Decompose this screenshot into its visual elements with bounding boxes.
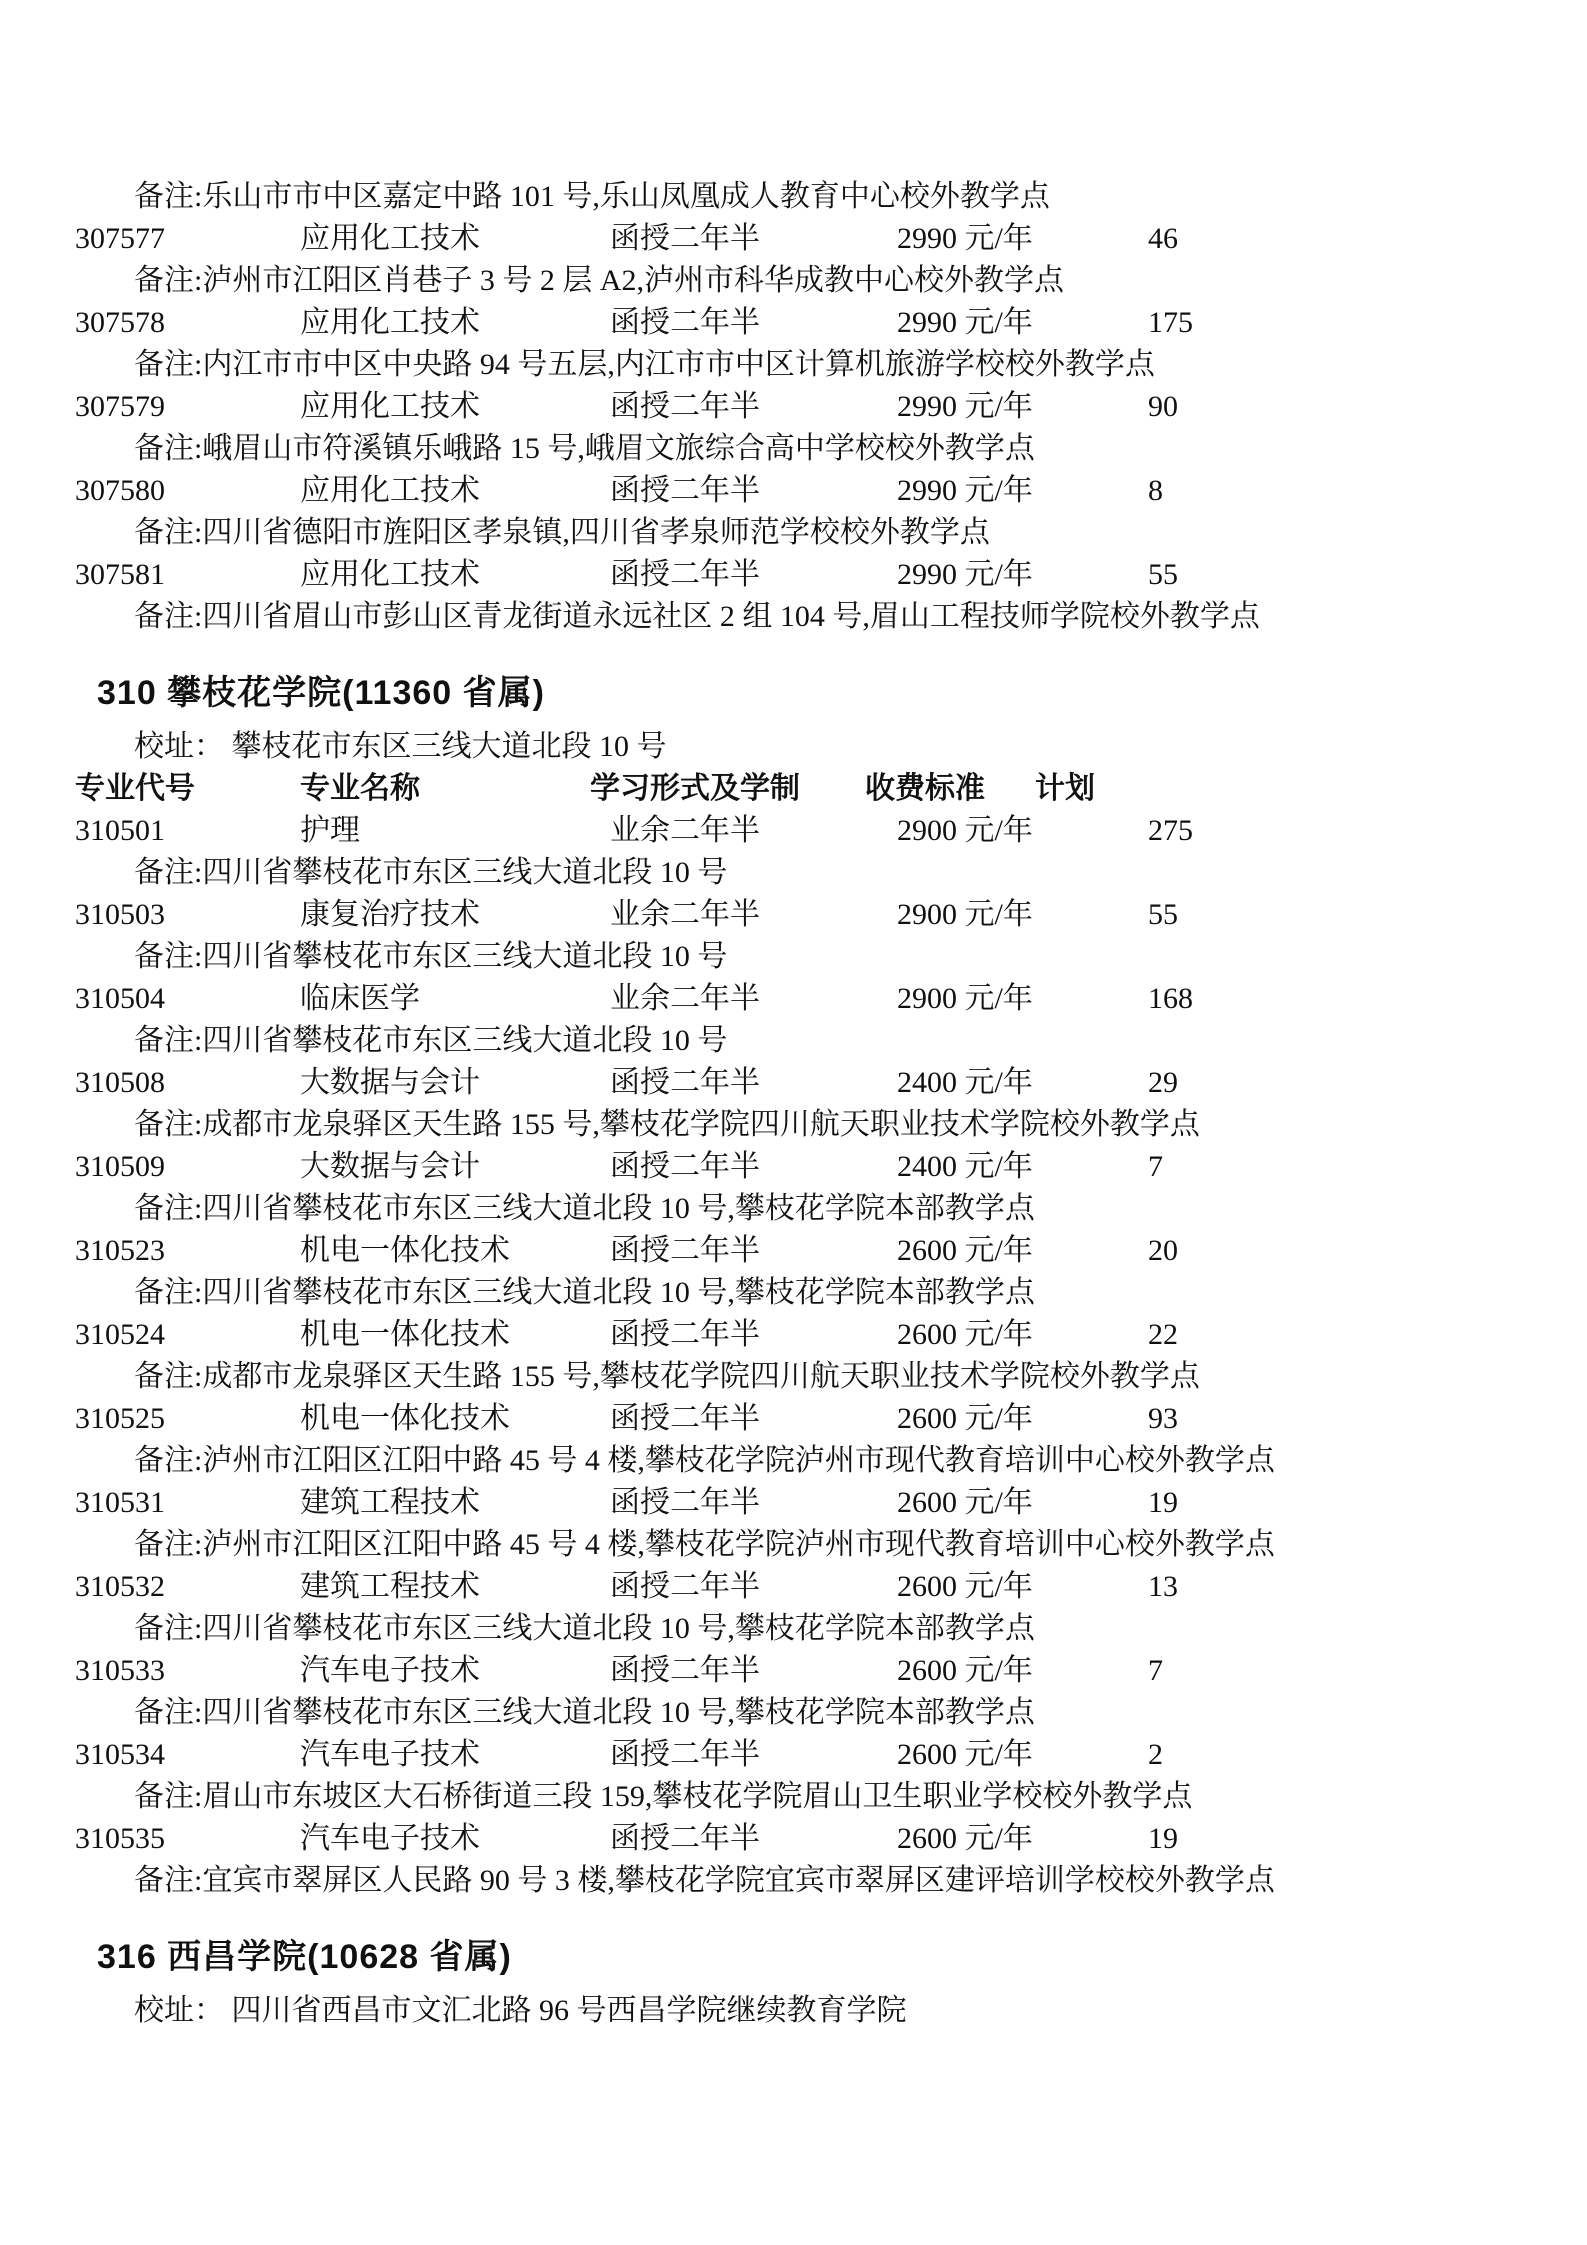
- program-plan: 19: [1148, 1486, 1178, 1519]
- program-code: 307579: [75, 390, 165, 423]
- program-form: 函授二年半: [610, 222, 760, 255]
- program-row: [0, 1062, 1587, 1104]
- section-heading: 316 西昌学院(10628 省属): [97, 1938, 512, 1976]
- program-form: 函授二年半: [610, 306, 760, 339]
- remark-line: 备注:四川省攀枝花市东区三线大道北段 10 号: [134, 940, 728, 973]
- program-form: 函授二年半: [610, 1234, 760, 1267]
- column-header-plan: 计划: [1035, 772, 1095, 805]
- program-name: 汽车电子技术: [300, 1822, 480, 1855]
- program-code: 307580: [75, 474, 165, 507]
- program-plan: 168: [1148, 982, 1193, 1015]
- program-name: 汽车电子技术: [300, 1654, 480, 1687]
- program-fee: 2900 元/年: [897, 982, 1033, 1015]
- program-name: 应用化工技术: [300, 558, 480, 591]
- remark-line: 备注:成都市龙泉驿区天生路 155 号,攀枝花学院四川航天职业技术学院校外教学点: [134, 1360, 1200, 1393]
- document-body: [0, 176, 1587, 2032]
- column-header-form: 学习形式及学制: [590, 772, 800, 805]
- program-form: 函授二年半: [610, 1318, 760, 1351]
- column-header-name: 专业名称: [300, 772, 420, 805]
- program-row: [0, 1482, 1587, 1524]
- school-address: 校址： 四川省西昌市文汇北路 96 号西昌学院继续教育学院: [134, 1994, 907, 2027]
- remark-line: 备注:泸州市江阳区江阳中路 45 号 4 楼,攀枝花学院泸州市现代教育培训中心校外教学点: [134, 1444, 1275, 1477]
- school-address: 校址： 攀枝花市东区三线大道北段 10 号: [134, 730, 667, 763]
- program-row: [0, 1398, 1587, 1440]
- program-fee: 2900 元/年: [897, 898, 1033, 931]
- program-row: [0, 218, 1587, 260]
- program-form: 函授二年半: [610, 558, 760, 591]
- program-name: 建筑工程技术: [300, 1486, 480, 1519]
- program-code: 310535: [75, 1822, 165, 1855]
- program-row: [0, 1818, 1587, 1860]
- program-fee: 2600 元/年: [897, 1402, 1033, 1435]
- program-code: 310504: [75, 982, 165, 1015]
- program-name: 建筑工程技术: [300, 1570, 480, 1603]
- program-name: 机电一体化技术: [300, 1402, 510, 1435]
- program-name: 机电一体化技术: [300, 1234, 510, 1267]
- program-fee: 2990 元/年: [897, 390, 1033, 423]
- program-plan: 2: [1148, 1738, 1163, 1771]
- program-form: 函授二年半: [610, 1402, 760, 1435]
- program-plan: 90: [1148, 390, 1178, 423]
- program-fee: 2600 元/年: [897, 1234, 1033, 1267]
- remark-line: 备注:四川省攀枝花市东区三线大道北段 10 号,攀枝花学院本部教学点: [134, 1192, 1035, 1225]
- program-name: 康复治疗技术: [300, 898, 480, 931]
- program-row: [0, 1566, 1587, 1608]
- program-name: 汽车电子技术: [300, 1738, 480, 1771]
- program-code: 307577: [75, 222, 165, 255]
- program-plan: 19: [1148, 1822, 1178, 1855]
- program-fee: 2990 元/年: [897, 558, 1033, 591]
- program-fee: 2600 元/年: [897, 1486, 1033, 1519]
- program-code: 310501: [75, 814, 165, 847]
- program-code: 310523: [75, 1234, 165, 1267]
- program-name: 机电一体化技术: [300, 1318, 510, 1351]
- program-fee: 2400 元/年: [897, 1066, 1033, 1099]
- program-plan: 55: [1148, 898, 1178, 931]
- program-name: 护理: [300, 814, 360, 847]
- remark-line: 备注:四川省德阳市旌阳区孝泉镇,四川省孝泉师范学校校外教学点: [134, 516, 990, 549]
- program-form: 业余二年半: [610, 898, 760, 931]
- remark-line: 备注:内江市市中区中央路 94 号五层,内江市市中区计算机旅游学校校外教学点: [134, 348, 1155, 381]
- program-fee: 2990 元/年: [897, 306, 1033, 339]
- program-name: 应用化工技术: [300, 390, 480, 423]
- remark-line: 备注:成都市龙泉驿区天生路 155 号,攀枝花学院四川航天职业技术学院校外教学点: [134, 1108, 1200, 1141]
- program-code: 310532: [75, 1570, 165, 1603]
- program-code: 310531: [75, 1486, 165, 1519]
- remark-line: 备注:四川省眉山市彭山区青龙街道永远社区 2 组 104 号,眉山工程技师学院校外教学点: [134, 600, 1260, 633]
- program-plan: 20: [1148, 1234, 1178, 1267]
- program-fee: 2990 元/年: [897, 222, 1033, 255]
- program-plan: 175: [1148, 306, 1193, 339]
- program-fee: 2600 元/年: [897, 1822, 1033, 1855]
- program-fee: 2600 元/年: [897, 1318, 1033, 1351]
- program-row: [0, 386, 1587, 428]
- program-plan: 8: [1148, 474, 1163, 507]
- program-fee: 2600 元/年: [897, 1570, 1033, 1603]
- program-plan: 55: [1148, 558, 1178, 591]
- program-code: 310524: [75, 1318, 165, 1351]
- program-form: 业余二年半: [610, 982, 760, 1015]
- program-code: 310509: [75, 1150, 165, 1183]
- remark-line: 备注:四川省攀枝花市东区三线大道北段 10 号: [134, 856, 728, 889]
- program-row: [0, 894, 1587, 936]
- program-fee: 2400 元/年: [897, 1150, 1033, 1183]
- remark-line: 备注:四川省攀枝花市东区三线大道北段 10 号,攀枝花学院本部教学点: [134, 1696, 1035, 1729]
- program-row: [0, 470, 1587, 512]
- program-form: 函授二年半: [610, 1570, 760, 1603]
- program-row: [0, 1734, 1587, 1776]
- program-plan: 93: [1148, 1402, 1178, 1435]
- program-plan: 29: [1148, 1066, 1178, 1099]
- remark-line: 备注:乐山市市中区嘉定中路 101 号,乐山凤凰成人教育中心校外教学点: [134, 180, 1050, 213]
- program-code: 310508: [75, 1066, 165, 1099]
- program-plan: 275: [1148, 814, 1193, 847]
- remark-line: 备注:眉山市东坡区大石桥街道三段 159,攀枝花学院眉山卫生职业学校校外教学点: [134, 1780, 1193, 1813]
- program-row: [0, 1230, 1587, 1272]
- program-form: 业余二年半: [610, 814, 760, 847]
- program-fee: 2990 元/年: [897, 474, 1033, 507]
- program-form: 函授二年半: [610, 390, 760, 423]
- program-row: [0, 554, 1587, 596]
- table-header-row: [0, 768, 1587, 810]
- remark-line: 备注:四川省攀枝花市东区三线大道北段 10 号,攀枝花学院本部教学点: [134, 1612, 1035, 1645]
- program-name: 应用化工技术: [300, 474, 480, 507]
- program-name: 临床医学: [300, 982, 420, 1015]
- program-code: 310534: [75, 1738, 165, 1771]
- program-code: 307578: [75, 306, 165, 339]
- program-form: 函授二年半: [610, 474, 760, 507]
- program-code: 310503: [75, 898, 165, 931]
- program-code: 310525: [75, 1402, 165, 1435]
- program-code: 310533: [75, 1654, 165, 1687]
- program-name: 应用化工技术: [300, 222, 480, 255]
- program-form: 函授二年半: [610, 1486, 760, 1519]
- remark-line: 备注:峨眉山市符溪镇乐峨路 15 号,峨眉文旅综合高中学校校外教学点: [134, 432, 1035, 465]
- program-row: [0, 1650, 1587, 1692]
- program-row: [0, 1146, 1587, 1188]
- program-form: 函授二年半: [610, 1654, 760, 1687]
- remark-line: 备注:四川省攀枝花市东区三线大道北段 10 号: [134, 1024, 728, 1057]
- remark-line: 备注:宜宾市翠屏区人民路 90 号 3 楼,攀枝花学院宜宾市翠屏区建评培训学校校外教学点: [134, 1864, 1275, 1897]
- program-fee: 2600 元/年: [897, 1738, 1033, 1771]
- program-fee: 2600 元/年: [897, 1654, 1033, 1687]
- column-header-fee: 收费标准: [865, 772, 985, 805]
- program-row: [0, 978, 1587, 1020]
- program-plan: 46: [1148, 222, 1178, 255]
- remark-line: 备注:四川省攀枝花市东区三线大道北段 10 号,攀枝花学院本部教学点: [134, 1276, 1035, 1309]
- program-plan: 7: [1148, 1654, 1163, 1687]
- column-header-code: 专业代号: [75, 772, 195, 805]
- program-fee: 2900 元/年: [897, 814, 1033, 847]
- program-form: 函授二年半: [610, 1822, 760, 1855]
- program-name: 应用化工技术: [300, 306, 480, 339]
- program-row: [0, 302, 1587, 344]
- program-row: [0, 810, 1587, 852]
- program-plan: 7: [1148, 1150, 1163, 1183]
- program-code: 307581: [75, 558, 165, 591]
- program-name: 大数据与会计: [300, 1150, 480, 1183]
- program-form: 函授二年半: [610, 1066, 760, 1099]
- program-form: 函授二年半: [610, 1150, 760, 1183]
- section-heading: 310 攀枝花学院(11360 省属): [97, 674, 545, 712]
- program-name: 大数据与会计: [300, 1066, 480, 1099]
- remark-line: 备注:泸州市江阳区肖巷子 3 号 2 层 A2,泸州市科华成教中心校外教学点: [134, 264, 1064, 297]
- program-row: [0, 1314, 1587, 1356]
- program-plan: 13: [1148, 1570, 1178, 1603]
- remark-line: 备注:泸州市江阳区江阳中路 45 号 4 楼,攀枝花学院泸州市现代教育培训中心校外教学点: [134, 1528, 1275, 1561]
- program-plan: 22: [1148, 1318, 1178, 1351]
- program-form: 函授二年半: [610, 1738, 760, 1771]
